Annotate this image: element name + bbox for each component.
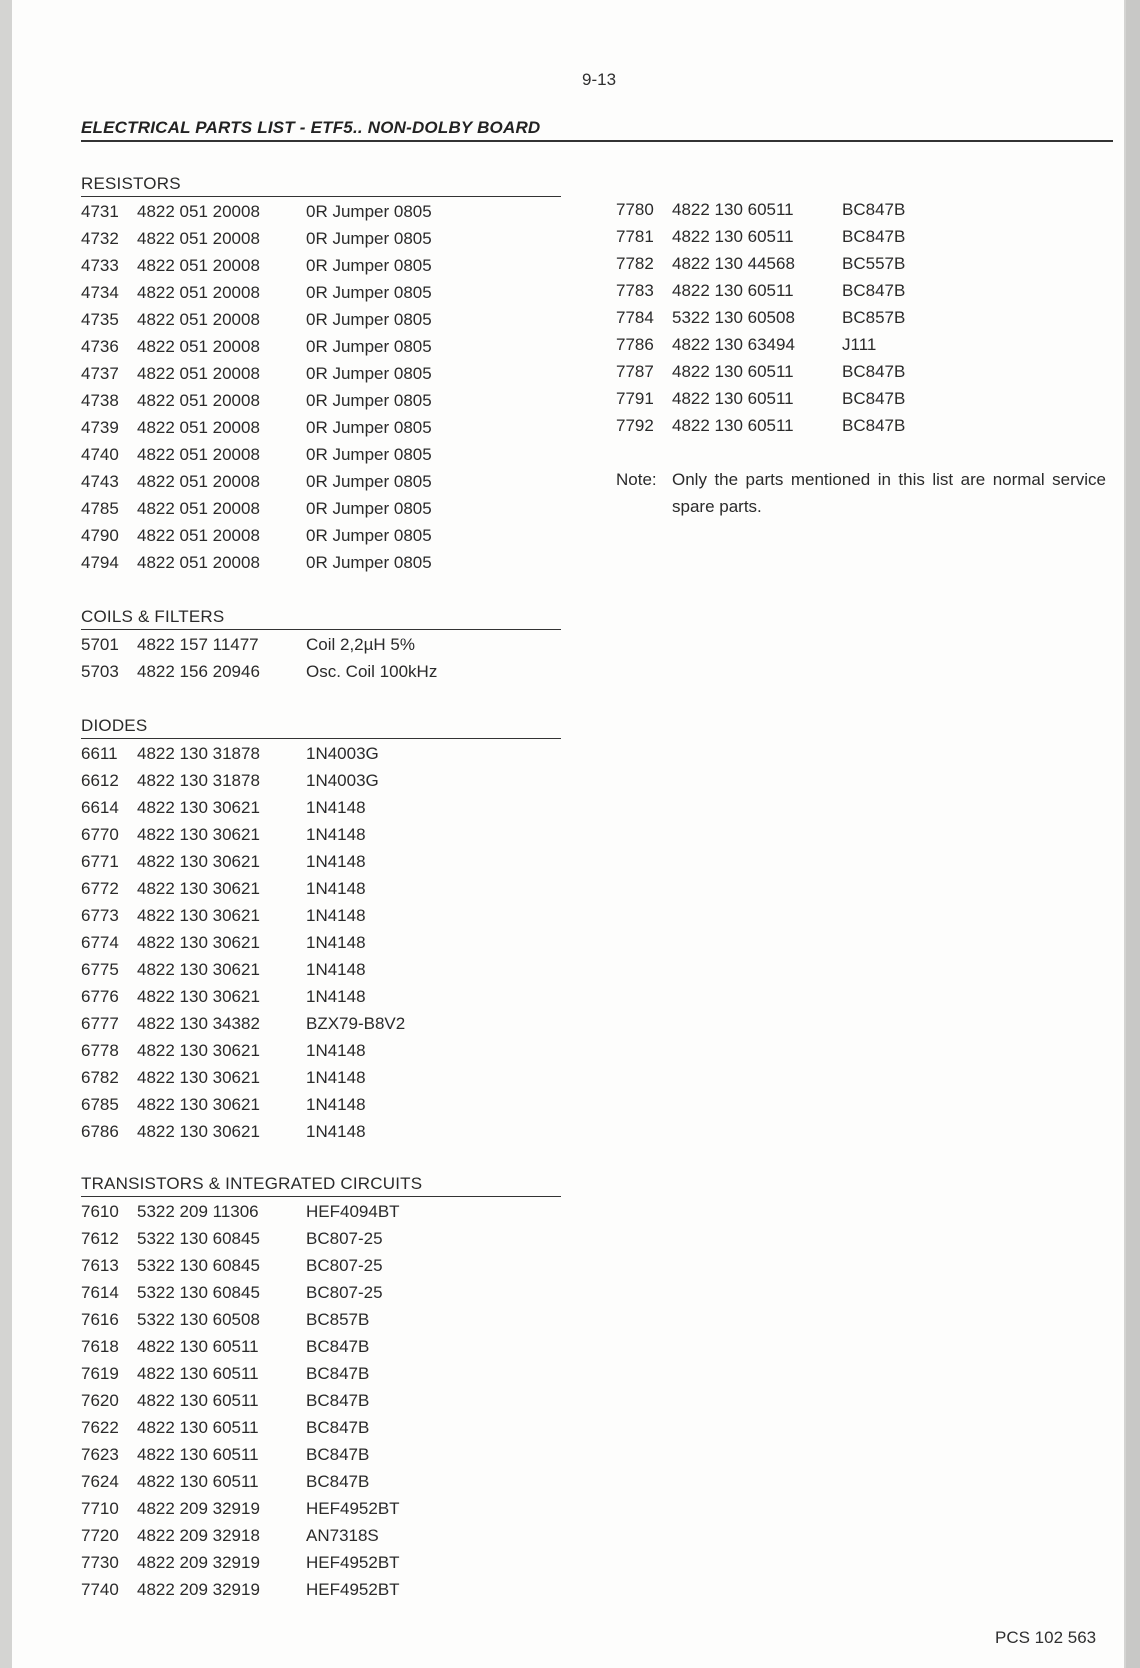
part-code: 4822 130 60511	[672, 200, 794, 219]
part-position: 6774	[81, 933, 119, 952]
part-row	[81, 1118, 561, 1145]
part-row	[81, 306, 561, 333]
part-description: BC847B	[842, 200, 906, 219]
part-row	[81, 1333, 561, 1360]
part-code: 4822 051 20008	[137, 283, 260, 302]
part-position: 7614	[81, 1283, 119, 1302]
part-position: 6770	[81, 825, 119, 844]
transistors-section	[81, 1171, 561, 1603]
part-position: 5701	[81, 635, 119, 654]
part-row	[81, 658, 561, 685]
part-description: 1N4148	[306, 879, 366, 898]
part-row	[81, 333, 561, 360]
part-row	[81, 1010, 561, 1037]
part-code: 4822 130 30621	[137, 825, 260, 844]
coils-list	[81, 631, 561, 685]
part-position: 7740	[81, 1580, 119, 1599]
part-row	[81, 414, 561, 441]
diodes-section	[81, 713, 561, 1145]
document-page	[12, 0, 1124, 1668]
part-code: 4822 209 32919	[137, 1499, 260, 1518]
part-row	[81, 821, 561, 848]
part-description: BC847B	[306, 1391, 370, 1410]
part-row	[81, 252, 561, 279]
part-description: BC847B	[306, 1364, 370, 1383]
part-description: 0R Jumper 0805	[306, 553, 432, 572]
document-code: PCS 102 563	[995, 1628, 1097, 1647]
part-code: 4822 130 60511	[137, 1391, 259, 1410]
part-description: 0R Jumper 0805	[306, 364, 432, 383]
part-code: 5322 130 60845	[137, 1256, 260, 1275]
part-description: 1N4148	[306, 798, 366, 817]
part-row	[81, 1549, 561, 1576]
part-code: 4822 209 32919	[137, 1553, 260, 1572]
part-description: J111	[842, 335, 877, 354]
part-code: 4822 051 20008	[137, 445, 260, 464]
part-description: 0R Jumper 0805	[306, 391, 432, 410]
part-row	[81, 1468, 561, 1495]
transistors-list	[81, 1198, 561, 1603]
part-row	[81, 495, 561, 522]
part-description: BC847B	[306, 1337, 370, 1356]
part-position: 6785	[81, 1095, 119, 1114]
part-code: 4822 130 30621	[137, 852, 260, 871]
part-description: 0R Jumper 0805	[306, 337, 432, 356]
part-code: 4822 130 60511	[137, 1364, 259, 1383]
part-code: 4822 130 60511	[672, 281, 794, 300]
part-description: 0R Jumper 0805	[306, 283, 432, 302]
part-row	[81, 1225, 561, 1252]
coils-section	[81, 604, 561, 685]
part-row	[81, 1091, 561, 1118]
part-description: BC847B	[306, 1418, 370, 1437]
part-code: 4822 051 20008	[137, 472, 260, 491]
part-description: BC847B	[842, 389, 906, 408]
part-position: 7792	[616, 416, 654, 435]
part-row	[81, 1279, 561, 1306]
part-description: BC857B	[842, 308, 906, 327]
part-position: 7620	[81, 1391, 119, 1410]
part-position: 6771	[81, 852, 119, 871]
part-row	[81, 1064, 561, 1091]
part-row	[616, 223, 936, 250]
part-code: 4822 051 20008	[137, 364, 260, 383]
part-row	[81, 1360, 561, 1387]
part-position: 7623	[81, 1445, 119, 1464]
part-position: 5703	[81, 662, 119, 681]
part-description: 1N4148	[306, 1068, 366, 1087]
part-code: 5322 130 60508	[137, 1310, 260, 1329]
part-position: 4732	[81, 229, 119, 248]
part-row	[81, 441, 561, 468]
part-row	[81, 1037, 561, 1064]
part-code: 4822 130 30621	[137, 879, 260, 898]
section-heading-transistors: TRANSISTORS & INTEGRATED CIRCUITS	[81, 1171, 561, 1197]
part-position: 4794	[81, 553, 119, 572]
part-row	[81, 279, 561, 306]
part-position: 7782	[616, 254, 654, 273]
part-description: BC847B	[306, 1472, 370, 1491]
part-description: HEF4952BT	[306, 1553, 400, 1572]
part-position: 7624	[81, 1472, 119, 1491]
part-description: 0R Jumper 0805	[306, 418, 432, 437]
part-description: BC847B	[842, 227, 906, 246]
part-row	[81, 1414, 561, 1441]
part-position: 6773	[81, 906, 119, 925]
part-code: 5322 130 60845	[137, 1283, 260, 1302]
part-description: 1N4148	[306, 960, 366, 979]
part-description: BC847B	[842, 416, 906, 435]
part-code: 4822 157 11477	[137, 635, 259, 654]
part-row	[81, 1441, 561, 1468]
part-code: 4822 051 20008	[137, 499, 260, 518]
section-heading-resistors: RESISTORS	[81, 171, 561, 197]
part-code: 4822 130 30621	[137, 933, 260, 952]
part-code: 4822 130 30621	[137, 1068, 260, 1087]
part-code: 4822 051 20008	[137, 337, 260, 356]
part-position: 7787	[616, 362, 654, 381]
part-position: 4743	[81, 472, 119, 491]
part-code: 4822 130 30621	[137, 1122, 260, 1141]
part-position: 7781	[616, 227, 654, 246]
part-row	[81, 468, 561, 495]
document-title: ELECTRICAL PARTS LIST - ETF5.. NON-DOLBY BOARD	[81, 118, 541, 137]
part-description: 0R Jumper 0805	[306, 310, 432, 329]
part-row	[616, 196, 936, 223]
part-row	[81, 522, 561, 549]
part-description: BC847B	[306, 1445, 370, 1464]
part-description: BC807-25	[306, 1256, 383, 1275]
part-position: 7618	[81, 1337, 119, 1356]
part-row	[616, 385, 936, 412]
part-code: 4822 130 60511	[672, 362, 794, 381]
part-position: 7786	[616, 335, 654, 354]
part-row	[81, 956, 561, 983]
part-row	[81, 1522, 561, 1549]
part-code: 4822 209 32919	[137, 1580, 260, 1599]
part-code: 4822 130 60511	[672, 227, 794, 246]
part-position: 7710	[81, 1499, 119, 1518]
part-description: BC857B	[306, 1310, 370, 1329]
part-row	[81, 198, 561, 225]
part-code: 4822 130 30621	[137, 960, 260, 979]
part-position: 7791	[616, 389, 654, 408]
part-row	[81, 360, 561, 387]
part-row	[81, 740, 561, 767]
part-code: 4822 051 20008	[137, 553, 260, 572]
part-description: BC807-25	[306, 1283, 383, 1302]
part-description: HEF4952BT	[306, 1580, 400, 1599]
part-row	[81, 902, 561, 929]
transistors-continued-list	[616, 196, 936, 439]
part-position: 4738	[81, 391, 119, 410]
part-code: 4822 130 30621	[137, 987, 260, 1006]
part-row	[81, 1387, 561, 1414]
part-position: 7780	[616, 200, 654, 219]
note-label: Note:	[616, 470, 657, 489]
part-position: 6772	[81, 879, 119, 898]
part-row	[81, 1252, 561, 1279]
part-code: 4822 130 60511	[137, 1337, 259, 1356]
part-description: BC807-25	[306, 1229, 383, 1248]
part-row	[616, 331, 936, 358]
part-position: 7616	[81, 1310, 119, 1329]
part-code: 5322 130 60508	[672, 308, 795, 327]
part-row	[81, 875, 561, 902]
part-code: 4822 130 34382	[137, 1014, 260, 1033]
part-description: BC847B	[842, 362, 906, 381]
part-description: 1N4148	[306, 987, 366, 1006]
part-description: 1N4148	[306, 1095, 366, 1114]
part-row	[81, 929, 561, 956]
part-description: BC557B	[842, 254, 906, 273]
part-row	[81, 1198, 561, 1225]
part-description: 0R Jumper 0805	[306, 202, 432, 221]
part-code: 4822 051 20008	[137, 256, 260, 275]
part-position: 6782	[81, 1068, 119, 1087]
part-position: 7612	[81, 1229, 119, 1248]
part-code: 4822 130 60511	[672, 389, 794, 408]
part-code: 4822 130 30621	[137, 798, 260, 817]
part-position: 7622	[81, 1418, 119, 1437]
part-row	[81, 225, 561, 252]
part-row	[616, 412, 936, 439]
part-position: 4739	[81, 418, 119, 437]
part-description: 0R Jumper 0805	[306, 229, 432, 248]
part-description: 1N4148	[306, 825, 366, 844]
part-code: 5322 130 60845	[137, 1229, 260, 1248]
part-position: 4790	[81, 526, 119, 545]
part-code: 4822 051 20008	[137, 202, 260, 221]
title-rule	[81, 140, 1113, 142]
part-position: 4785	[81, 499, 119, 518]
part-description: 0R Jumper 0805	[306, 526, 432, 545]
diodes-list	[81, 740, 561, 1145]
part-row	[616, 277, 936, 304]
part-position: 7784	[616, 308, 654, 327]
part-description: 0R Jumper 0805	[306, 499, 432, 518]
part-code: 4822 130 63494	[672, 335, 795, 354]
part-position: 6611	[81, 744, 118, 763]
part-row	[81, 549, 561, 576]
section-heading-coils: COILS & FILTERS	[81, 604, 561, 630]
part-position: 4735	[81, 310, 119, 329]
resistors-section	[81, 171, 561, 576]
part-description: HEF4952BT	[306, 1499, 400, 1518]
part-row	[81, 631, 561, 658]
part-position: 7720	[81, 1526, 119, 1545]
part-code: 4822 209 32918	[137, 1526, 260, 1545]
part-position: 6614	[81, 798, 119, 817]
part-code: 4822 130 60511	[137, 1472, 259, 1491]
part-code: 4822 051 20008	[137, 526, 260, 545]
part-row	[81, 387, 561, 414]
part-position: 6776	[81, 987, 119, 1006]
part-row	[616, 304, 936, 331]
part-description: 0R Jumper 0805	[306, 256, 432, 275]
note	[616, 466, 1106, 520]
part-code: 4822 130 31878	[137, 771, 260, 790]
part-row	[81, 1495, 561, 1522]
part-position: 4734	[81, 283, 119, 302]
section-heading-diodes: DIODES	[81, 713, 561, 739]
part-position: 6786	[81, 1122, 119, 1141]
part-code: 4822 130 30621	[137, 906, 260, 925]
part-description: BZX79-B8V2	[306, 1014, 406, 1033]
note-text: Only the parts mentioned in this list are normal service spare parts.	[672, 470, 1106, 516]
part-description: 1N4148	[306, 1122, 366, 1141]
part-description: 0R Jumper 0805	[306, 472, 432, 491]
part-code: 4822 051 20008	[137, 310, 260, 329]
part-position: 6775	[81, 960, 119, 979]
part-code: 4822 130 60511	[137, 1445, 259, 1464]
part-row	[81, 848, 561, 875]
part-code: 4822 051 20008	[137, 418, 260, 437]
part-position: 7730	[81, 1553, 119, 1572]
part-description: 1N4003G	[306, 771, 379, 790]
part-description: 1N4148	[306, 933, 366, 952]
part-code: 4822 130 60511	[672, 416, 794, 435]
part-position: 7619	[81, 1364, 119, 1383]
part-row	[616, 250, 936, 277]
part-position: 6778	[81, 1041, 119, 1060]
part-row	[81, 1306, 561, 1333]
part-description: AN7318S	[306, 1526, 379, 1545]
part-code: 4822 130 30621	[137, 1095, 260, 1114]
part-description: Osc. Coil 100kHz	[306, 662, 438, 681]
part-position: 4737	[81, 364, 119, 383]
part-description: 1N4148	[306, 1041, 366, 1060]
part-description: 0R Jumper 0805	[306, 445, 432, 464]
part-code: 5322 209 11306	[137, 1202, 259, 1221]
part-position: 7783	[616, 281, 654, 300]
part-description: HEF4094BT	[306, 1202, 400, 1221]
resistors-list	[81, 198, 561, 576]
part-code: 4822 130 31878	[137, 744, 260, 763]
part-position: 6612	[81, 771, 119, 790]
part-row	[81, 767, 561, 794]
part-position: 7610	[81, 1202, 119, 1221]
part-description: BC847B	[842, 281, 906, 300]
part-position: 4731	[81, 202, 119, 221]
part-row	[81, 983, 561, 1010]
part-code: 4822 051 20008	[137, 391, 260, 410]
part-row	[81, 1576, 561, 1603]
part-position: 6777	[81, 1014, 119, 1033]
page-number: 9-13	[582, 70, 617, 89]
part-code: 4822 156 20946	[137, 662, 260, 681]
part-description: Coil 2,2µH 5%	[306, 635, 416, 654]
part-row	[81, 794, 561, 821]
part-code: 4822 130 30621	[137, 1041, 260, 1060]
part-description: 1N4148	[306, 852, 366, 871]
part-position: 4733	[81, 256, 119, 275]
part-code: 4822 130 60511	[137, 1418, 259, 1437]
scan-edge-shade	[1126, 0, 1140, 1668]
part-code: 4822 051 20008	[137, 229, 260, 248]
part-position: 7613	[81, 1256, 119, 1275]
part-position: 4736	[81, 337, 119, 356]
part-row	[616, 358, 936, 385]
part-position: 4740	[81, 445, 119, 464]
part-description: 1N4003G	[306, 744, 379, 763]
part-description: 1N4148	[306, 906, 366, 925]
part-code: 4822 130 44568	[672, 254, 795, 273]
